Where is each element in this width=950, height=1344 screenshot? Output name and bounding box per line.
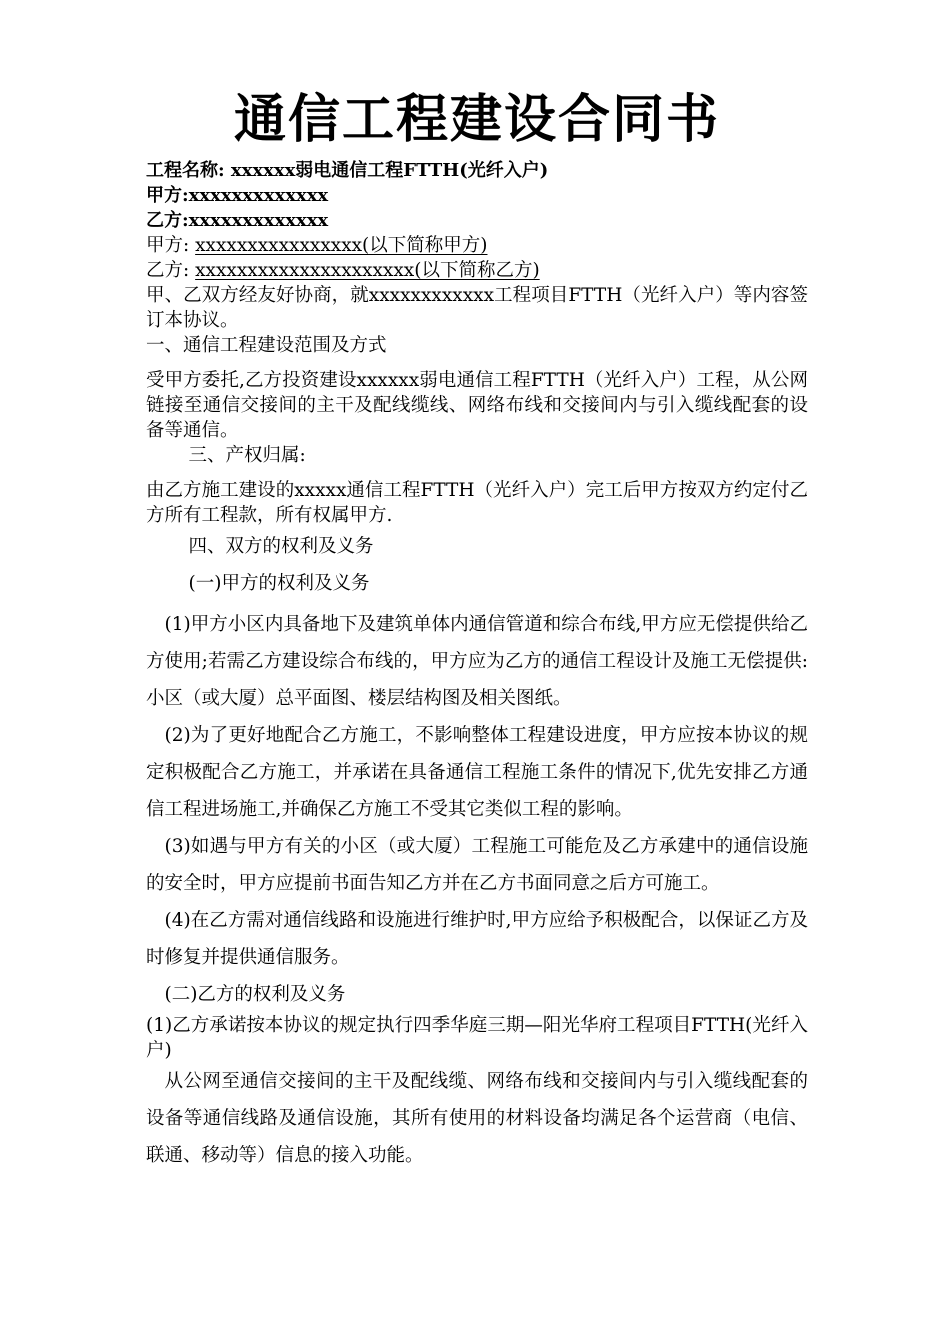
sub-b-heading: (二)乙方的权利及义务 — [164, 984, 346, 1005]
party-b-label: 乙方: — [146, 260, 196, 281]
party-a-label: 甲方: — [146, 235, 196, 256]
section1-heading: 一、通信工程建设范围及方式 — [146, 335, 387, 356]
party-a-name: xxxxxxxxxxxxxxxx(以下简称甲方) — [195, 235, 488, 256]
section3-body: 由乙方施工建设的xxxxx通信工程FTTH（光纤入户）完工后甲方按双方约定付乙方所有工程款，所有权属甲方. — [146, 480, 808, 526]
clause-a1: (1)甲方小区内具备地下及建筑单体内通信管道和综合布线,甲方应无偿提供给乙方使用;若需乙方建设综合布线的，甲方应为乙方的通信工程设计及施工无偿提供: 小区（或大厦）总平面图、楼层结构图及相关图纸。 — [146, 614, 808, 709]
clause-a3: (3)如遇与甲方有关的小区（或大厦）工程施工可能危及乙方承建中的通信设施的安全时，甲方应提前书面告知乙方并在乙方书面同意之后方可施工。 — [146, 836, 808, 894]
party-b-name: xxxxxxxxxxxxxxxxxxxxx(以下简称乙方) — [195, 260, 540, 281]
section1-body: 受甲方委托,乙方投资建设xxxxxx弱电通信工程FTTH（光纤入户）工程，从公网链接至通信交接间的主干及配线缆线、网络布线和交接间内与引入缆线配套的设备等通信。 — [146, 370, 808, 441]
party-b-full-line — [146, 258, 808, 283]
document-title: 通信工程建设合同书 — [233, 90, 720, 150]
party-b-short-line: 乙方:xxxxxxxxxxxxx — [146, 210, 329, 231]
clause-a4: (4)在乙方需对通信线路和设施进行维护时,甲方应给予积极配合，以保证乙方及时修复并提供通信服务。 — [146, 910, 808, 968]
section4-heading: 四、双方的权利及义务 — [188, 536, 374, 557]
party-a-short-line: 甲方:xxxxxxxxxxxxx — [146, 185, 329, 206]
section3-heading: 三、产权归属: — [188, 445, 306, 466]
party-a-full-line — [146, 233, 808, 258]
clause-a2: (2)为了更好地配合乙方施工，不影响整体工程建设进度，甲方应按本协议的规定积极配合乙方施工，并承诺在具备通信工程施工条件的情况下,优先安排乙方通信工程进场施工,并确保乙方施工不受其它类似工程的影响。 — [146, 725, 808, 820]
clause-b1-continued: 从公网至通信交接间的主干及配线缆、网络布线和交接间内与引入缆线配套的设备等通信线路及通信设施，其所有使用的材料设备均满足各个运营商（电信、联通、移动等）信息的接入功能。 — [146, 1071, 808, 1166]
intro-paragraph: 甲、乙双方经友好协商，就xxxxxxxxxxxx工程项目FTTH（光纤入户）等内容签订本协议。 — [146, 285, 808, 331]
contract-page — [146, 82, 808, 1174]
clause-b1: (1)乙方承诺按本协议的规定执行四季华庭三期—阳光华府工程项目FTTH(光纤入户) — [146, 1015, 808, 1061]
sub-a-heading: (一)甲方的权利及义务 — [188, 573, 370, 594]
project-name-line: 工程名称: xxxxxx弱电通信工程FTTH(光纤入户) — [146, 160, 549, 181]
